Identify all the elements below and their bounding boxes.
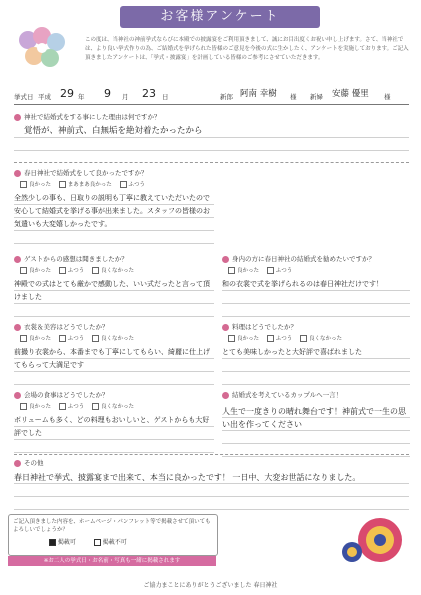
rating-options (14, 334, 214, 342)
consent-box (8, 514, 218, 556)
day-unit: 日 (162, 93, 169, 101)
question-icon (14, 392, 21, 399)
question-5 (14, 390, 214, 456)
checkbox-icon[interactable] (20, 181, 27, 188)
right-question-2 (222, 322, 410, 388)
question-icon (222, 324, 229, 331)
groom-sama: 様 (290, 93, 297, 101)
option-label: まあまあ良かった (67, 182, 112, 188)
bride-label: 新婦 (310, 93, 323, 101)
answer-text: 和の衣裳で式を挙げられるのは春日神社だけです！ (222, 278, 410, 320)
rating-options (222, 266, 410, 274)
day-value: 23 (142, 87, 156, 100)
info-row (14, 88, 409, 106)
answer-text: 全然少しの事も、日取りの説明も丁寧に教えていただいたので安心して結婚式を挙げる事が出来ました。スタッフの皆様のお気遣いも大変嬉しかったです。 (14, 192, 214, 244)
rating-options (14, 180, 214, 188)
divider (14, 162, 409, 163)
checkbox-icon[interactable] (20, 267, 27, 274)
rating-options (222, 334, 410, 342)
consent-text: ご記入頂きました内容を、ホームページ・パンフレット等で掲載させて頂いてもよろしいでしょうか？ (13, 519, 211, 533)
question-icon (222, 392, 229, 399)
option-label: 良かった (29, 182, 52, 188)
checkbox-icon[interactable] (228, 267, 235, 274)
question-label: 春日神社で結婚式をして良かったですか？ (24, 169, 148, 177)
rating-options (14, 402, 214, 410)
year-unit: 年 (78, 93, 85, 101)
option-label: 良かった (29, 404, 52, 410)
checkbox-icon[interactable] (94, 539, 101, 546)
question-icon (222, 256, 229, 263)
checkbox-icon[interactable] (59, 403, 66, 410)
checkbox-icon[interactable] (20, 403, 27, 410)
checkbox-icon[interactable] (300, 335, 307, 342)
era: 平成 (38, 93, 51, 101)
option-label: ふつう (128, 182, 146, 188)
answer-text: ボリュームも多く、どの料理もおいしいと、ゲストからも大好評でした (14, 414, 214, 456)
groom-name: 阿南 幸樹 (240, 89, 277, 99)
right-question-1 (222, 254, 410, 320)
consent-options (9, 537, 217, 546)
flower-logo-icon (6, 20, 78, 82)
answer-text: 前撮り衣裳から、本番までも丁寧にしてもらい、綺麗に仕上げてもらって大満足です (14, 346, 214, 388)
right-question-3 (222, 390, 410, 461)
checkbox-icon[interactable] (228, 335, 235, 342)
option-label: ふつう (275, 336, 293, 342)
answer-text: とても美味しかったと大好評で喜ばれました (222, 346, 410, 388)
checkbox-icon[interactable] (92, 335, 99, 342)
groom-label: 新郎 (220, 93, 233, 101)
checkbox-icon[interactable] (92, 403, 99, 410)
option-label: 良かった (29, 268, 52, 274)
option-label: 良くなかった (309, 336, 343, 342)
date-label: 挙式日 (14, 93, 34, 101)
opt-yes: 掲載可 (57, 539, 76, 546)
month-value: 9 (104, 87, 111, 100)
question-1 (14, 112, 409, 151)
question-label: ゲストからの感想は聞きましたか？ (24, 255, 128, 263)
question-label: その他 (24, 459, 44, 467)
option-label: ふつう (67, 268, 85, 274)
checkbox-icon[interactable] (20, 335, 27, 342)
question-icon (14, 114, 21, 121)
intro-text: この度は、当神社の神前挙式ならびに本殿での披露宴をご利用頂きまして、誠にお目出度くお祝い申し上げます。さて、当神社では、より良い挙式作りの為、ご結婚式を挙げられた皆様のご意見を今後の式に生かしたく、アンケートを実施しております。ご記入頂きましたアンケートは、「挙式・披露宴」を計画している皆様のご参考にさせていただきます。 (85, 37, 409, 61)
checkbox-checked-icon[interactable] (49, 539, 56, 546)
question-icon (14, 460, 21, 467)
option-label: 良かった (29, 336, 52, 342)
option-label: ふつう (67, 404, 85, 410)
checkbox-icon[interactable] (267, 267, 274, 274)
option-label: ふつう (67, 336, 85, 342)
option-label: 良かった (237, 336, 260, 342)
bride-name: 安藤 優里 (332, 89, 369, 99)
question-label: 身内の方に春日神社の結婚式を勧めたいですか？ (232, 255, 375, 263)
checkbox-icon[interactable] (59, 335, 66, 342)
rating-options (14, 266, 214, 274)
checkbox-icon[interactable] (267, 335, 274, 342)
ornament-icon (330, 500, 410, 570)
question-icon (14, 324, 21, 331)
answer-text: 覚悟が、神前式、白無垢を絶対着たかったから (14, 125, 409, 151)
question-icon (14, 170, 21, 177)
checkbox-icon[interactable] (59, 267, 66, 274)
question-icon (14, 256, 21, 263)
question-label: 神社で結婚式をする事にした理由は何ですか？ (24, 113, 161, 121)
option-label: 良くなかった (101, 404, 135, 410)
question-4 (14, 322, 214, 388)
footer-thanks: ご協力まことにありがとうございました 春日神社 (143, 582, 278, 589)
question-label: 料理はどうでしたか？ (232, 323, 297, 331)
notice-bar: ※お二人の挙式日・お名前・写真も一緒に掲載されます (8, 556, 216, 566)
question-label: 会場の食事はどうでしたか？ (24, 391, 109, 399)
question-3 (14, 254, 214, 320)
option-label: 良くなかった (101, 268, 135, 274)
checkbox-icon[interactable] (59, 181, 66, 188)
opt-no: 掲載不可 (102, 539, 127, 546)
question-label: 結婚式を考えているカップルへ一言！ (232, 391, 343, 399)
answer-text: 人生で一度きりの晴れ舞台です！神前式で一生の思い出を作ってください (222, 405, 410, 461)
question-label: 衣裳＆美容はどうでしたか？ (24, 323, 109, 331)
year-value: 29 (60, 87, 74, 100)
question-2 (14, 168, 214, 244)
month-unit: 月 (122, 93, 129, 101)
option-label: 良かった (237, 268, 260, 274)
option-label: ふつう (275, 268, 293, 274)
answer-text: 神殿での式はとても厳かで感動した、いい式だったと言って頂けました (14, 278, 214, 320)
divider (14, 454, 409, 455)
page-title: お客様アンケート (120, 6, 320, 28)
checkbox-icon[interactable] (92, 267, 99, 274)
bride-sama: 様 (384, 93, 391, 101)
checkbox-icon[interactable] (120, 181, 127, 188)
answer-text: 春日神社で挙式、披露宴まで出来て、本当に良かったです！ 一日中、大変お世話になりました。 (14, 471, 409, 511)
option-label: 良くなかった (101, 336, 135, 342)
